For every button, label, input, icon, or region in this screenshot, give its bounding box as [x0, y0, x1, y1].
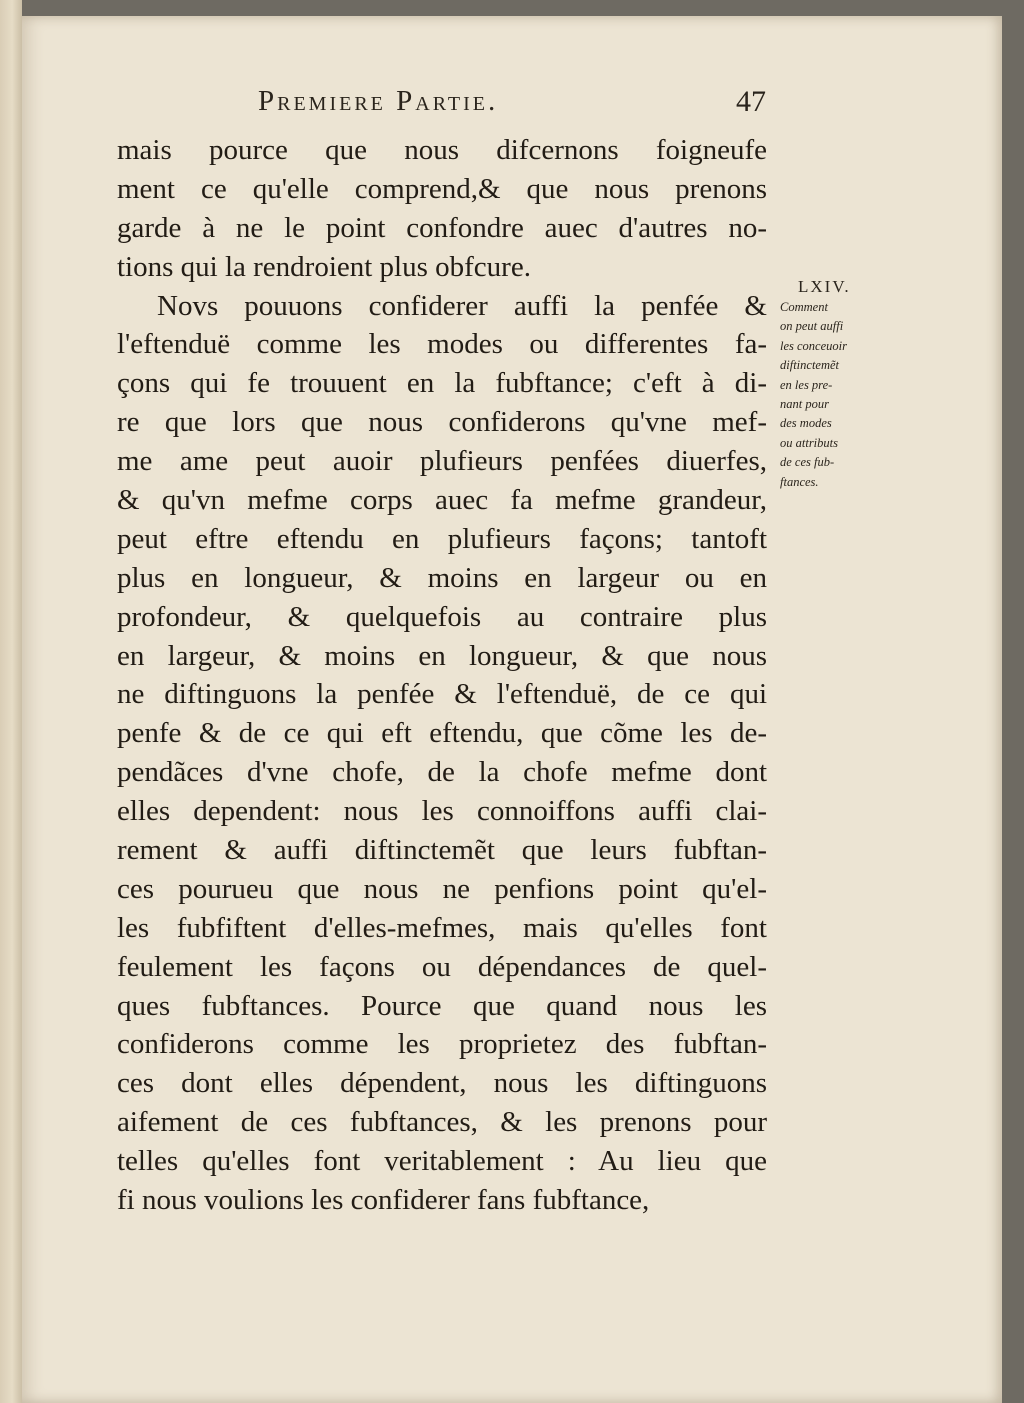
margin-note-line: des modes — [780, 416, 832, 431]
text-line: Novs pouuons confiderer auffi la penfée & — [157, 289, 767, 322]
margin-note-line: les conceuoir — [780, 338, 847, 353]
text-line: l'eftenduë comme les modes ou differentes fa- — [117, 328, 767, 361]
text-line: ques fubftances. Pource que quand nous les — [117, 989, 767, 1022]
margin-note-line: Comment — [780, 300, 828, 314]
text-line: ne diftinguons la penfée & l'eftenduë, de ce qui — [117, 678, 767, 711]
text-line: en largeur, & moins en longueur, & que nous — [117, 639, 767, 672]
text-line: elles dependent: nous les connoiffons auffi clai- — [117, 795, 767, 828]
text-line: telles qu'elles font veritablement : Au lieu que — [117, 1145, 767, 1178]
text-line: penfe & de ce qui eft eftendu, que cõme les de- — [117, 717, 767, 750]
body-text — [117, 131, 767, 1220]
text-line: ces pourueu que nous ne penfions point qu'el- — [117, 872, 767, 905]
text-line: profondeur, & quelquefois au contraire plus — [117, 600, 767, 633]
margin-note-line: en les pre- — [780, 377, 833, 392]
text-line: garde à ne le point confondre auec d'autres no- — [117, 211, 767, 244]
text-line: me ame peut auoir plufieurs penfées diuerfes, — [117, 445, 767, 478]
text-line: confiderons comme les proprietez des fubftan- — [117, 1028, 767, 1061]
margin-note-line: de ces fub- — [780, 455, 835, 470]
text-line: rement & auffi diftinctemẽt que leurs fubftan- — [117, 834, 767, 867]
text-line: mais pource que nous difcernons foigneufe — [117, 134, 767, 166]
margin-note-text — [780, 298, 890, 492]
text-line: pendãces d'vne chofe, de la chofe mefme dont — [117, 756, 767, 789]
text-line: aifement de ces fubftances, & les prenons pour — [117, 1106, 767, 1139]
text-line: çons qui fe trouuent en la fubftance; c'eft à di- — [117, 367, 767, 400]
text-line: plus en longueur, & moins en largeur ou en — [117, 561, 767, 594]
text-line: tions qui la rendroient plus obfcure. — [117, 250, 531, 283]
running-head: Premiere Partie. — [258, 85, 499, 117]
page-number: 47 — [736, 85, 766, 118]
margin-note-line: nant pour — [780, 397, 829, 412]
text-line: peut eftre eftendu en plufieurs façons; tantoft — [117, 522, 767, 555]
margin-note-line: on peut auffi — [780, 319, 844, 334]
text-line: feulement les façons ou dépendances de quel- — [117, 950, 767, 983]
margin-note — [780, 276, 890, 492]
page-header — [230, 79, 770, 119]
margin-note-line: ftances. — [780, 474, 819, 489]
text-line: ces dont elles dépendent, nous les diftinguons — [117, 1067, 767, 1100]
margin-note-number: LXIV. — [798, 277, 851, 296]
text-line: re que lors que nous confiderons qu'vne mef- — [117, 406, 767, 439]
text-line: ment ce qu'elle comprend,& que nous prenons — [117, 172, 767, 205]
text-line: les fubfiftent d'elles-mefmes, mais qu'elles font — [117, 911, 767, 944]
margin-note-line: diftinctemẽt — [780, 358, 840, 373]
text-line: fi nous voulions les confiderer fans fubftance, — [117, 1184, 650, 1217]
text-line: & qu'vn mefme corps auec fa mefme grandeur, — [117, 484, 767, 517]
book-spine-edge — [0, 0, 22, 1403]
margin-note-line: ou attributs — [780, 435, 838, 450]
